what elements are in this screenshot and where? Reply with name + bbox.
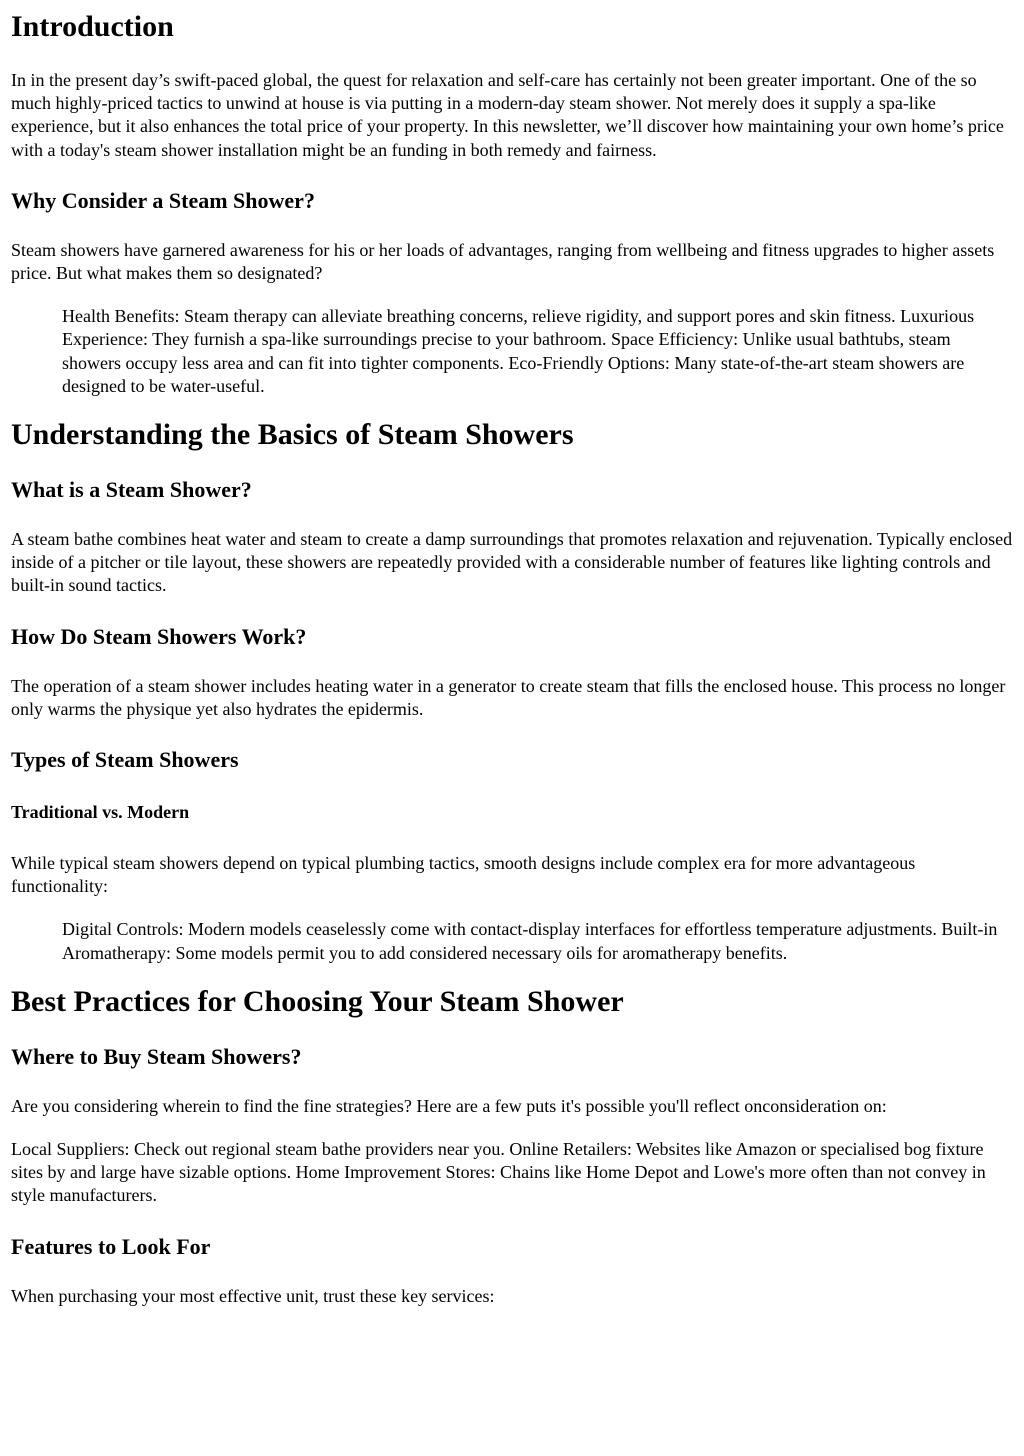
- where-heading: Where to Buy Steam Showers?: [11, 1043, 302, 1069]
- what-paragraph: A steam bathe combines heat water and steam to create a damp surroundings that promotes relaxation and rejuvenation. Typically enclosed inside of a pitcher or tile layout, these showers are repeatedly provided with a considerable number of features like lighting controls and built-in sound tactics.: [11, 529, 1013, 596]
- tradmod-heading: Traditional vs. Modern: [11, 802, 190, 823]
- tradmod-paragraph: While typical steam showers depend on typical plumbing tactics, smooth designs include complex era for more advantageous functionality:: [11, 853, 916, 897]
- intro-heading: Introduction: [11, 10, 174, 43]
- suppliers-paragraph: Local Suppliers: Check out regional steam bathe providers near you. Online Retailers: Websites like Amazon or specialised bog fixture sites by and large have sizable options. Home Improvement Stores: Chains like Home Depot and Lowe's more often than not convey in style manufacturers.: [11, 1139, 986, 1206]
- where-paragraph: Are you considering wherein to find the fine strategies? Here are a few puts it's possible you'll reflect onconsideration on:: [11, 1095, 887, 1116]
- intro-paragraph: In in the present day’s swift-paced global, the quest for relaxation and self-care has certainly not been greater important. One of the so much highly-priced tactics to unwind at house is via putting in a modern-day steam shower. Not merely does it supply a spa-like experience, but it also enhances the total price of your property. In this newsletter, we’ll discover how maintaining your own home’s price with a today's steam shower installation might be an funding in both remedy and fairness.: [11, 70, 1004, 160]
- why-paragraph: Steam showers have garnered awareness for his or her loads of advantages, ranging from wellbeing and fitness upgrades to higher assets price. But what makes them so designated?: [11, 239, 995, 284]
- how-paragraph: The operation of a steam shower includes heating water in a generator to create steam that fills the enclosed house. This process no longer only warms the physique yet also hydrates the epidermis.: [11, 675, 1006, 719]
- best-heading: Best Practices for Choosing Your Steam Shower: [11, 984, 624, 1018]
- features-heading: Features to Look For: [11, 1233, 211, 1259]
- basics-heading: Understanding the Basics of Steam Showers: [11, 418, 574, 452]
- article-page: [0, 10, 1024, 1308]
- tradmod-features-quote: Digital Controls: Modern models ceaselessly come with contact-display interfaces for effortless temperature adjustments. Built-in Aromatherapy: Some models permit you to add considered necessary oils for aromatherapy benefits.: [62, 919, 998, 963]
- how-heading: How Do Steam Showers Work?: [11, 623, 307, 649]
- why-benefits-quote: Health Benefits: Steam therapy can alleviate breathing concerns, relieve rigidity, and support pores and skin fitness. Luxurious Experience: They furnish a spa-like surroundings precise to your bathroom. Space Efficiency: Unlike usual bathtubs, steam showers occupy less area and can fit into tighter components. Eco-Friendly Options: Many state-of-the-art steam showers are designed to be water-useful.: [62, 306, 975, 396]
- what-heading: What is a Steam Shower?: [11, 477, 252, 503]
- why-heading: Why Consider a Steam Shower?: [11, 187, 315, 213]
- features-paragraph: When purchasing your most effective unit, trust these key services:: [11, 1285, 495, 1306]
- types-heading: Types of Steam Showers: [11, 747, 239, 773]
